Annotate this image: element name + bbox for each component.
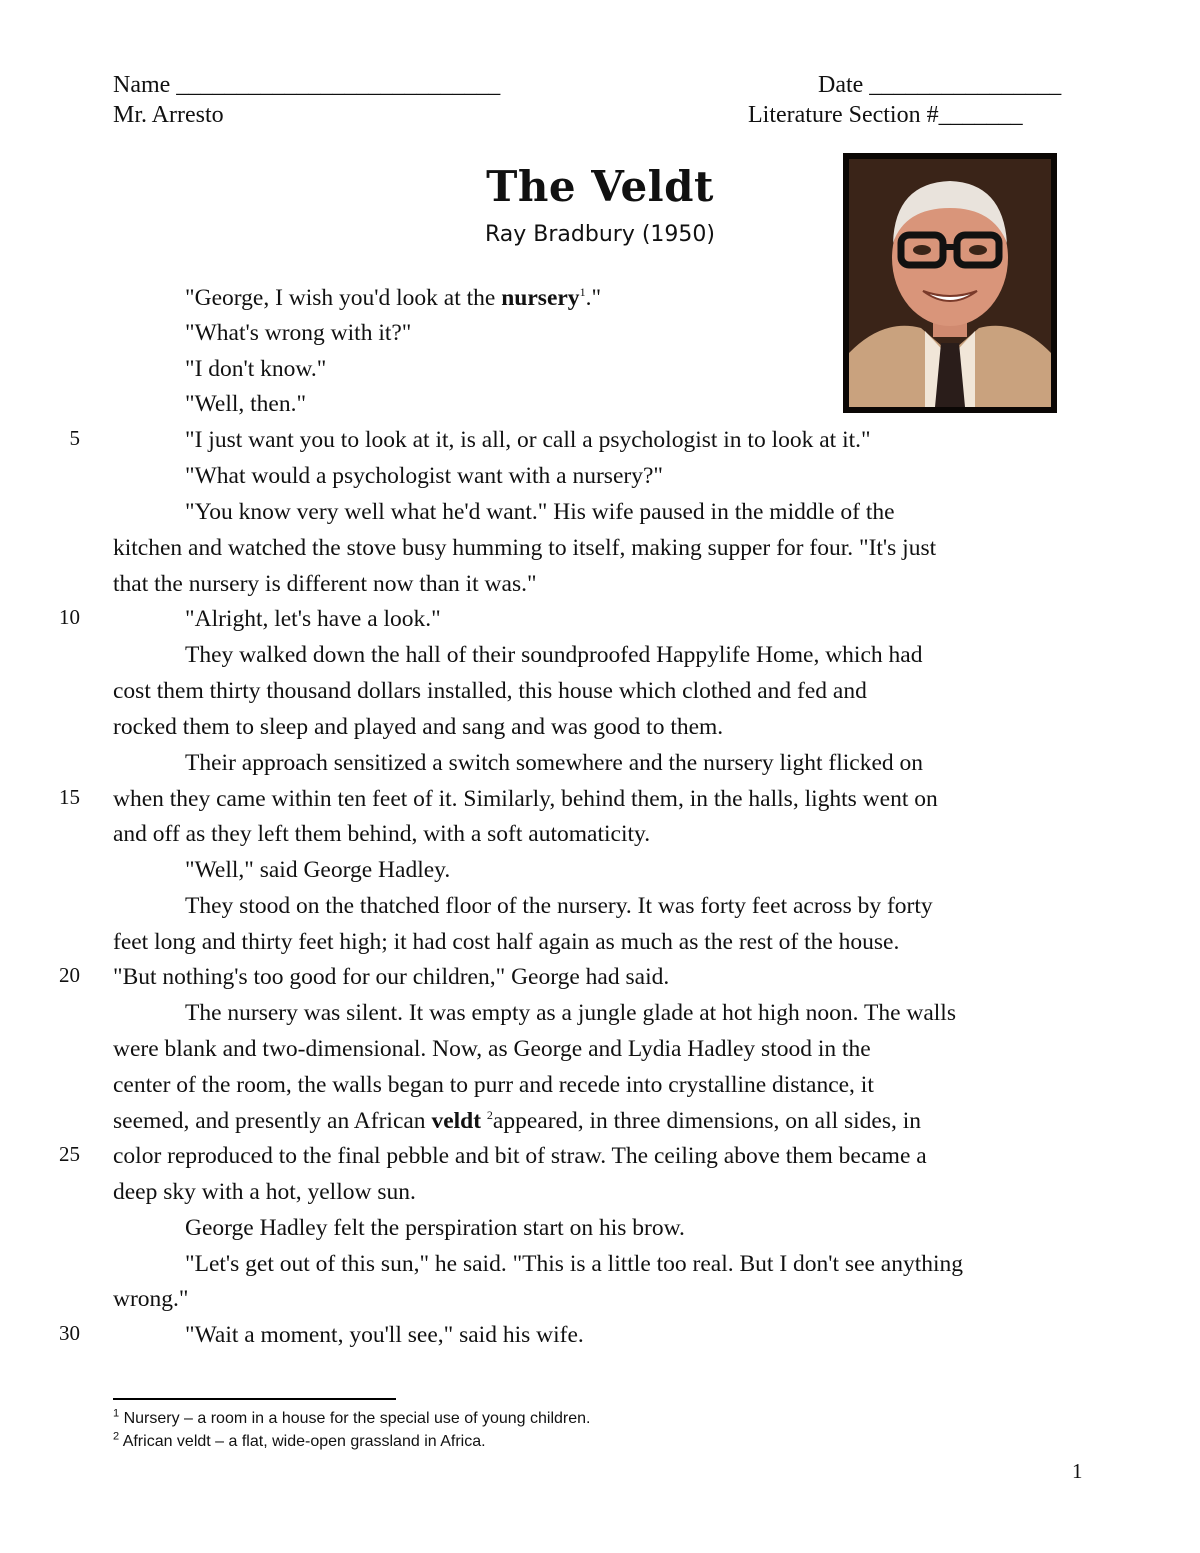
story-line: that the nursery is different now than it was." [113, 571, 537, 597]
story-line: deep sky with a hot, yellow sun. [113, 1179, 416, 1205]
story-line: feet long and thirty feet high; it had cost half again as much as the rest of the house. [113, 929, 900, 955]
literature-section-label: Literature Section #_______ [748, 102, 1023, 128]
line-number: 20 [59, 963, 80, 987]
date-field-label: Date ________________ [818, 72, 1062, 98]
story-title: The Veldt [486, 162, 714, 211]
author-photo [843, 153, 1057, 413]
story-line: George Hadley felt the perspiration start on his brow. [185, 1215, 685, 1241]
line-number: 25 [59, 1142, 80, 1166]
story-line: were blank and two-dimensional. Now, as George and Lydia Hadley stood in the [113, 1036, 871, 1062]
story-line: "What would a psychologist want with a nursery?" [185, 463, 663, 489]
name-field-label: Name ___________________________ [113, 72, 501, 98]
story-line: "But nothing's too good for our children," George had said. [113, 964, 670, 990]
author-portrait-illustration [843, 153, 1057, 413]
story-line: "Well, then." [185, 391, 307, 417]
story-line: They walked down the hall of their soundproofed Happylife Home, which had [185, 642, 923, 668]
story-line: color reproduced to the final pebble and bit of straw. The ceiling above them became a [113, 1143, 927, 1169]
story-line: The nursery was silent. It was empty as a jungle glade at hot high noon. The walls [185, 1000, 956, 1026]
story-line: "I don't know." [185, 356, 327, 382]
footnote-ref: 2 [486, 1108, 493, 1123]
story-line: "You know very well what he'd want." His wife paused in the middle of the [185, 499, 895, 525]
story-line: center of the room, the walls began to purr and recede into crystalline distance, it [113, 1072, 874, 1098]
story-line: "Let's get out of this sun," he said. "This is a little too real. But I don't see anything [185, 1251, 964, 1277]
story-line: "Well," said George Hadley. [185, 857, 451, 883]
glossary-term: veldt [431, 1108, 482, 1134]
footnote-separator [113, 1398, 396, 1400]
line-number: 10 [59, 605, 80, 629]
story-line: wrong." [113, 1286, 189, 1312]
story-line: Their approach sensitized a switch somewhere and the nursery light flicked on [185, 750, 924, 776]
author-byline: Ray Bradbury (1950) [484, 222, 715, 247]
story-line: rocked them to sleep and played and sang and was good to them. [113, 714, 724, 740]
story-line: kitchen and watched the stove busy humming to itself, making supper for four. "It's just [113, 535, 937, 561]
story-line: and off as they left them behind, with a soft automaticity. [113, 821, 651, 847]
story-line: "Wait a moment, you'll see," said his wife. [185, 1322, 584, 1348]
footnote: $^1$ Nursery – a room in a house for the special use of young children. [113, 1407, 591, 1427]
story-line: "What's wrong with it?" [185, 320, 412, 346]
glossary-term: nursery [501, 285, 580, 311]
story-line: cost them thirty thousand dollars installed, this house which clothed and fed and [113, 678, 867, 704]
story-line: "George, I wish you'd look at the nursery$^1$." [185, 285, 602, 311]
story-line: seemed, and presently an African veldt $^2$appeared, in three dimensions, on all sides, in [113, 1108, 922, 1134]
footnote-ref: 1 [579, 285, 586, 300]
line-number: 15 [59, 785, 80, 809]
teacher-name: Mr. Arresto [113, 102, 224, 128]
story-line: They stood on the thatched floor of the nursery. It was forty feet across by forty [185, 893, 933, 919]
story-line: "I just want you to look at it, is all, or call a psychologist in to look at it." [185, 427, 871, 453]
line-number: 30 [59, 1321, 80, 1345]
story-line: when they came within ten feet of it. Similarly, behind them, in the halls, lights went on [113, 786, 938, 812]
page-number: 1 [1072, 1459, 1083, 1483]
line-number: 5 [69, 426, 80, 450]
story-line: "Alright, let's have a look." [185, 606, 441, 632]
footnote: $^2$ African veldt – a flat, wide-open grassland in Africa. [113, 1430, 486, 1450]
